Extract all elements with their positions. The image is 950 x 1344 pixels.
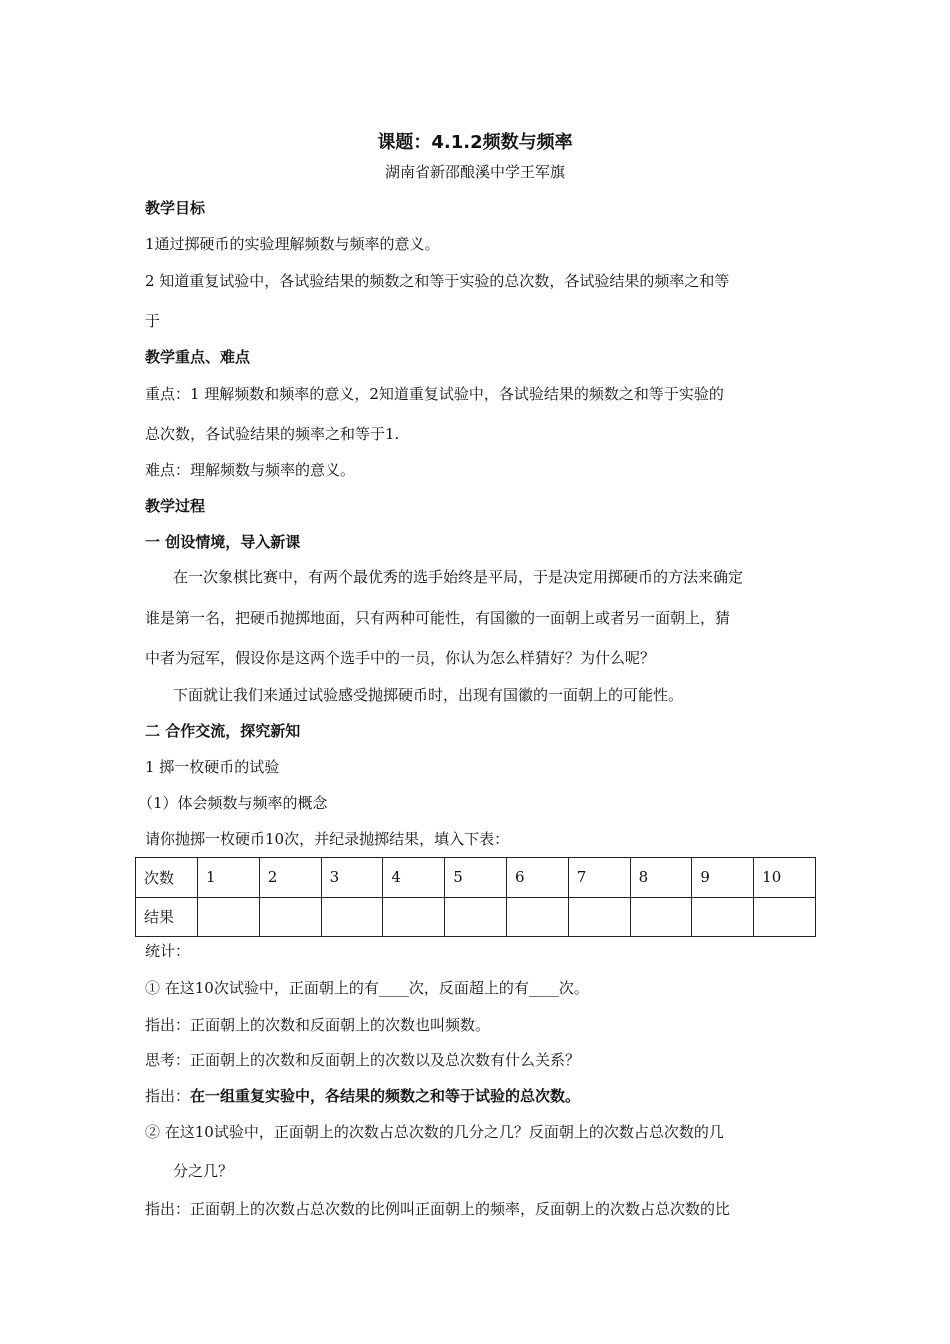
result-cell[interactable] [754, 897, 816, 937]
point-3: 指出：正面朝上的次数占总次数的比例叫正面朝上的频率，反面朝上的次数占总次数的比 [145, 1200, 731, 1218]
question-2-line-1: ② 在这10试验中，正面朝上的次数占总次数的几分之几？反面朝上的次数占总次数的几 [145, 1123, 724, 1141]
section-1-paragraph-2: 下面就让我们来通过试验感受抛掷硬币时，出现有国徽的一面朝上的可能性。 [173, 686, 684, 704]
toss-number-cell: 5 [445, 858, 507, 898]
goal-item-2-line-2: 于 [145, 312, 161, 330]
toss-number-cell: 6 [506, 858, 568, 898]
toss-number-cell: 9 [692, 858, 754, 898]
think-line: 思考：正面朝上的次数和反面朝上的次数以及总次数有什么关系？ [145, 1051, 581, 1069]
result-cell[interactable] [692, 897, 754, 937]
question-2-line-2: 分之几？ [173, 1162, 234, 1180]
keypoint-line-1: 重点：1 理解频数和频率的意义，2知道重复试验中，各试验结果的频数之和等于实验的 [145, 385, 724, 403]
row-label-count: 次数 [136, 858, 198, 898]
table-instruction: 请你抛掷一枚硬币10次，并纪录抛掷结果，填入下表： [145, 830, 510, 848]
page-title: 课题：4.1.2频数与频率 [377, 132, 573, 153]
point-1: 指出：正面朝上的次数和反面朝上的次数也叫频数。 [145, 1016, 491, 1034]
heading-goals: 教学目标 [145, 199, 206, 217]
heading-section-2: 二 合作交流，探究新知 [145, 722, 301, 740]
goal-item-1: 1通过掷硬币的实验理解频数与频率的意义。 [145, 235, 440, 253]
keypoint-line-2: 总次数，各试验结果的频率之和等于1. [145, 425, 400, 443]
subheading-concept: （1）体会频数与频率的概念 [138, 794, 328, 812]
toss-number-cell: 8 [630, 858, 692, 898]
difficulty-line: 难点：理解频数与频率的意义。 [145, 461, 356, 479]
toss-number-cell: 2 [259, 858, 321, 898]
result-cell[interactable] [259, 897, 321, 937]
stat-label: 统计： [145, 942, 191, 960]
result-cell[interactable] [630, 897, 692, 937]
heading-process: 教学过程 [145, 497, 206, 515]
table-row [136, 897, 816, 937]
table-row [136, 858, 816, 898]
section-1-paragraph-1-line-3: 中者为冠军，假设你是这两个选手中的一员，你认为怎么样猜好？为什么呢？ [145, 649, 656, 667]
result-cell[interactable] [445, 897, 507, 937]
toss-number-cell: 10 [754, 858, 816, 898]
point-2 [145, 1085, 580, 1106]
heading-section-1: 一 创设情境，导入新课 [145, 533, 301, 551]
toss-number-cell: 1 [198, 858, 260, 898]
point-2-bold-text: 在一组重复实验中，各结果的频数之和等于试验的总次数。 [190, 1087, 581, 1105]
section-1-paragraph-1-line-1: 在一次象棋比赛中，有两个最优秀的选手始终是平局，于是决定用掷硬币的方法来确定 [173, 568, 744, 586]
result-cell[interactable] [568, 897, 630, 937]
question-1: ① 在这10次试验中，正面朝上的有____次，反面超上的有____次。 [145, 979, 589, 997]
heading-keypoints: 教学重点、难点 [145, 348, 251, 366]
point-2-prefix: 指出： [145, 1087, 191, 1105]
subheading-coin-test: 1 掷一枚硬币的试验 [145, 758, 280, 776]
result-cell[interactable] [198, 897, 260, 937]
toss-number-cell: 4 [383, 858, 445, 898]
result-cell[interactable] [321, 897, 383, 937]
row-label-result: 结果 [136, 897, 198, 937]
result-cell[interactable] [383, 897, 445, 937]
section-1-paragraph-1-line-2: 谁是第一名，把硬币抛掷地面，只有两种可能性，有国徽的一面朝上或者另一面朝上，猜 [145, 609, 731, 627]
goal-item-2-line-1: 2 知道重复试验中，各试验结果的频数之和等于实验的总次数，各试验结果的频率之和等 [145, 272, 730, 290]
result-cell[interactable] [506, 897, 568, 937]
toss-number-cell: 7 [568, 858, 630, 898]
author-line: 湖南省新邵酿溪中学王军旗 [384, 163, 565, 181]
toss-number-cell: 3 [321, 858, 383, 898]
coin-toss-table [135, 857, 816, 937]
